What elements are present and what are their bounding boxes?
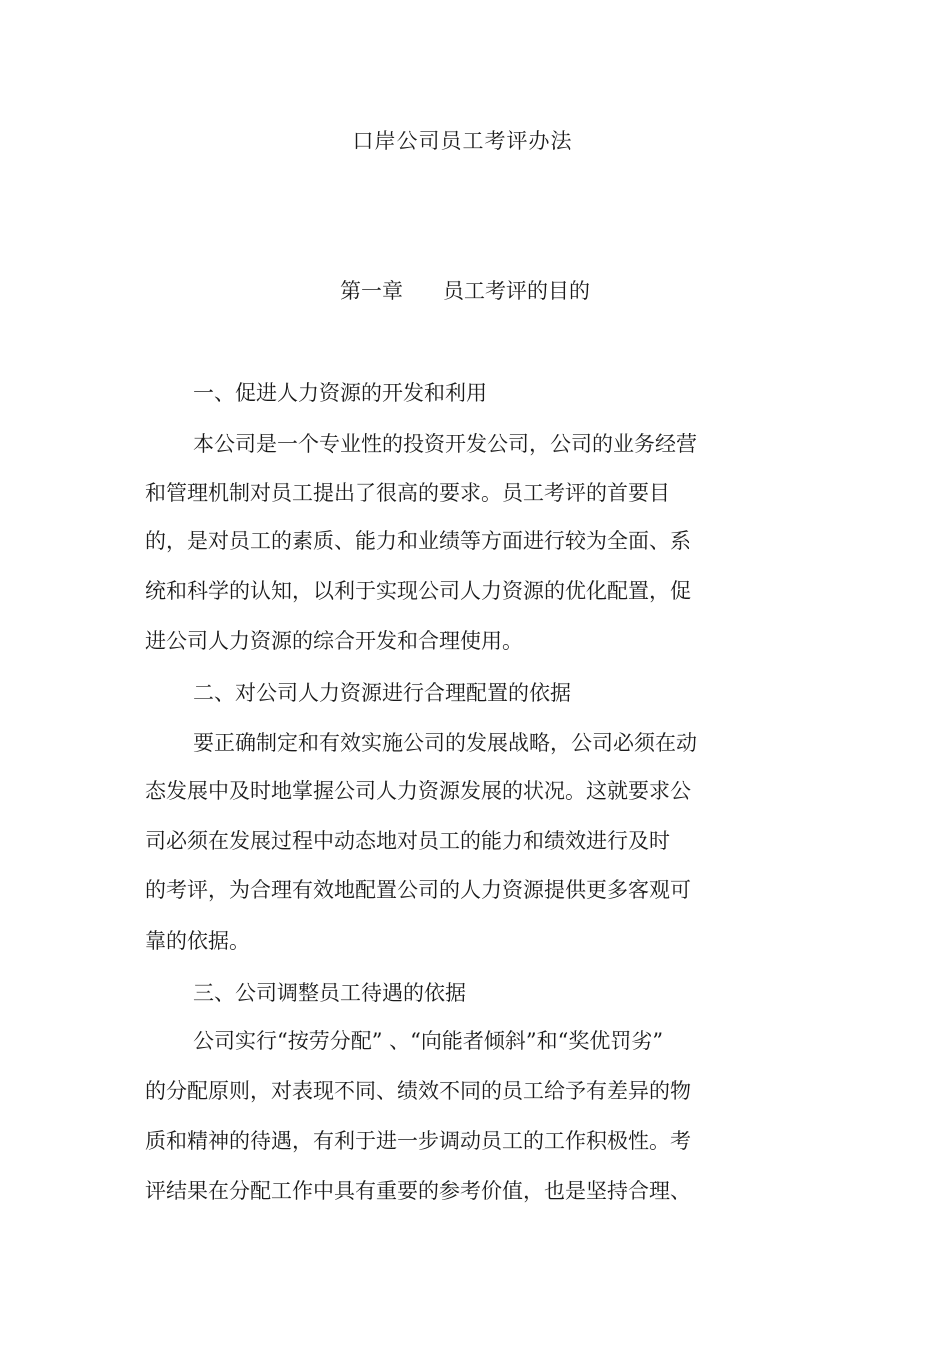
document-title: 口岸公司员工考评办法 <box>352 129 573 153</box>
paragraph-2-line-2: 态发展中及时地掌握公司人力资源发展的状况。这就要求公 <box>145 779 691 803</box>
paragraph-1-line-5: 进公司人力资源的综合开发和合理使用。 <box>145 629 523 653</box>
chapter-heading: 员工考评的目的 <box>443 279 591 303</box>
section-heading-2: 二、对公司人力资源进行合理配置的依据 <box>193 681 571 705</box>
section-heading-3: 三、公司调整员工待遇的依据 <box>193 981 466 1005</box>
paragraph-2-line-5: 靠的依据。 <box>145 929 250 953</box>
paragraph-2-line-3: 司必须在发展过程中动态地对员工的能力和绩效进行及时 <box>145 829 670 853</box>
paragraph-3-line-1: 公司实行“按劳分配” 、“向能者倾斜”和“奖优罚劣” <box>193 1029 664 1053</box>
paragraph-1-line-2: 和管理机制对员工提出了很高的要求。员工考评的首要目 <box>145 481 670 505</box>
paragraph-3-line-2: 的分配原则，对表现不同、绩效不同的员工给予有差异的物 <box>145 1079 691 1103</box>
paragraph-3-line-4: 评结果在分配工作中具有重要的参考价值，也是坚持合理、 <box>145 1179 691 1203</box>
chapter-number: 第一章 <box>339 279 403 303</box>
paragraph-2-line-4: 的考评，为合理有效地配置公司的人力资源提供更多客观可 <box>145 878 691 902</box>
chapter-title <box>0 276 930 306</box>
paragraph-1-line-1: 本公司是一个专业性的投资开发公司，公司的业务经营 <box>193 432 697 456</box>
paragraph-3-line-3: 质和精神的待遇，有利于进一步调动员工的工作积极性。考 <box>145 1129 691 1153</box>
section-heading-1: 一、促进人力资源的开发和利用 <box>193 381 487 405</box>
paragraph-1-line-4: 统和科学的认知，以利于实现公司人力资源的优化配置，促 <box>145 579 691 603</box>
paragraph-1-line-3: 的，是对员工的素质、能力和业绩等方面进行较为全面、系 <box>145 529 691 553</box>
paragraph-2-line-1: 要正确制定和有效实施公司的发展战略，公司必须在动 <box>193 731 697 755</box>
